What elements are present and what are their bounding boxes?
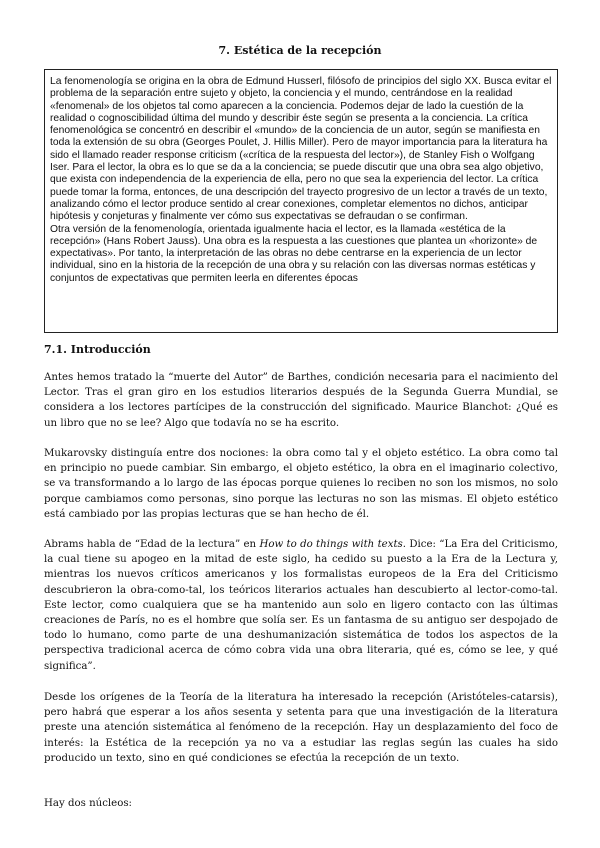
summary-paragraph-1: La fenomenología se origina en la obra de Edmund Husserl, filósofo de principios del siglo XX. Busca evitar el problema de la separación entre sujeto y objeto, la conciencia y el mundo, centrándose en la realidad «fenomenal» de los objetos tal como aparecen a la conciencia. Podemos dejar de lado la cuestión de la realidad o cognoscibilidad última del mundo y describir éste según se presenta a la conciencia. La crítica fenomenológica se concentró en describir el «mundo» de la conciencia de un autor, según se manifiesta en toda la extensión de su obra (Georges Poulet, J. Hillis Miller). Pero de mayor importancia para la literatura ha sido el llamado reader response criticism («crítica de la respuesta del lector»), de Stanley Fish o Wolfgang Iser. Para el lector, la obra es lo que se da a la conciencia; se puede discutir que una obra sea algo objetivo, que exista con independencia de la experiencia de ella, pero no que sea la experiencia del lector. La crítica puede tomar la forma, entonces, de una descripción del trayecto progresivo de un lector a través de un texto, analizando cómo el lector produce sentido al crear conexiones, completar elementos no dichos, anticipar hipótesis y conjeturas y finalmente ver cómo sus expectativas se defraudan o se confirman. [50,76,552,223]
abrams-text-start: Abrams habla de “Edad de la lectura” en [44,539,260,550]
paragraph-mukarovsky: Mukarovsky distinguía entre dos nociones: la obra como tal y el objeto estético. La obra como tal en principio no puede cambiar. Sin embargo, el objeto estético, la obra en el imaginario colectivo, se va transformando a lo largo de las épocas porque quienes lo reciben no son los mismos, no solo porque cambiamos como personas, sino porque las lecturas no son las mismas. El objeto estético está cambiado por las propias lecturas que se han hecho de él. [44,448,558,520]
abrams-text-end: . Dice: “La Era del Criticismo, la cual tiene su apogeo en la mitad de este siglo, ha cedido su puesto a la Era de la Lectura y, mientras los nuevos críticos americanos y los formalistas europeos de la Era del Criticismo descubrieron la obra-como-tal, los teóricos literarios actuales han descubierto al lector-como-tal. Este lector, como cualquiera que se ha mantenido aun solo en ligero contacto con las últimas creaciones de París, no es el hombre que solía ser. Es un fantasma de su antiguo ser despojado de todo lo humano, como parte de una deshumanización sistemática de todos los aspectos de la perspectiva tradicional acerca de cómo cobra vida una obra literaria, qué es, cómo se lee, y qué significa”. [44,539,558,672]
paragraph-barthes: Antes hemos tratado la “muerte del Autor” de Barthes, condición necesaria para el nacimiento del Lector. Tras el gran giro en los estudios literarios después de la Segunda Guerra Mundial, se considera a los lectores partícipes de la construcción del significado. Maurice Blanchot: ¿Qué es un libro que no se lee? Algo que todavía no se ha escrito. [44,372,558,429]
subsection-heading: 7.1. Introducción [44,343,151,356]
summary-box [44,69,558,333]
book-title: How to do things with texts [259,539,403,550]
paragraph-reception-origins: Desde los orígenes de la Teoría de la literatura ha interesado la recepción (Aristóteles-catarsis), pero habrá que esperar a los años sesenta y setenta para que una investigación de la literatura preste una atención sistemática al fenómeno de la recepción. Hay un desplazamiento del foco de interés: la Estética de la recepción ya no va a estudiar las reglas según las cuales ha sido producido un texto, sino en qué condiciones se efectúa la recepción de un texto. [44,692,558,764]
section-title: 7. Estética de la recepción [218,44,382,57]
paragraph-two-cores: Hay dos núcleos: [44,798,132,809]
paragraph-abrams [44,537,558,674]
summary-paragraph-2: Otra versión de la fenomenología, orientada igualmente hacia el lector, es la llamada «estética de la recepción» (Hans Robert Jauss). Una obra es la respuesta a las cuestiones que plantea un «horizonte» de expectativas». Por tanto, la interpretación de las obras no debe centrarse en la experiencia de un lector individual, sino en la historia de la recepción de una obra y su relación con las diversas normas estéticas y conjuntos de expectativas que permiten leerla en diferentes épocas [50,223,538,284]
